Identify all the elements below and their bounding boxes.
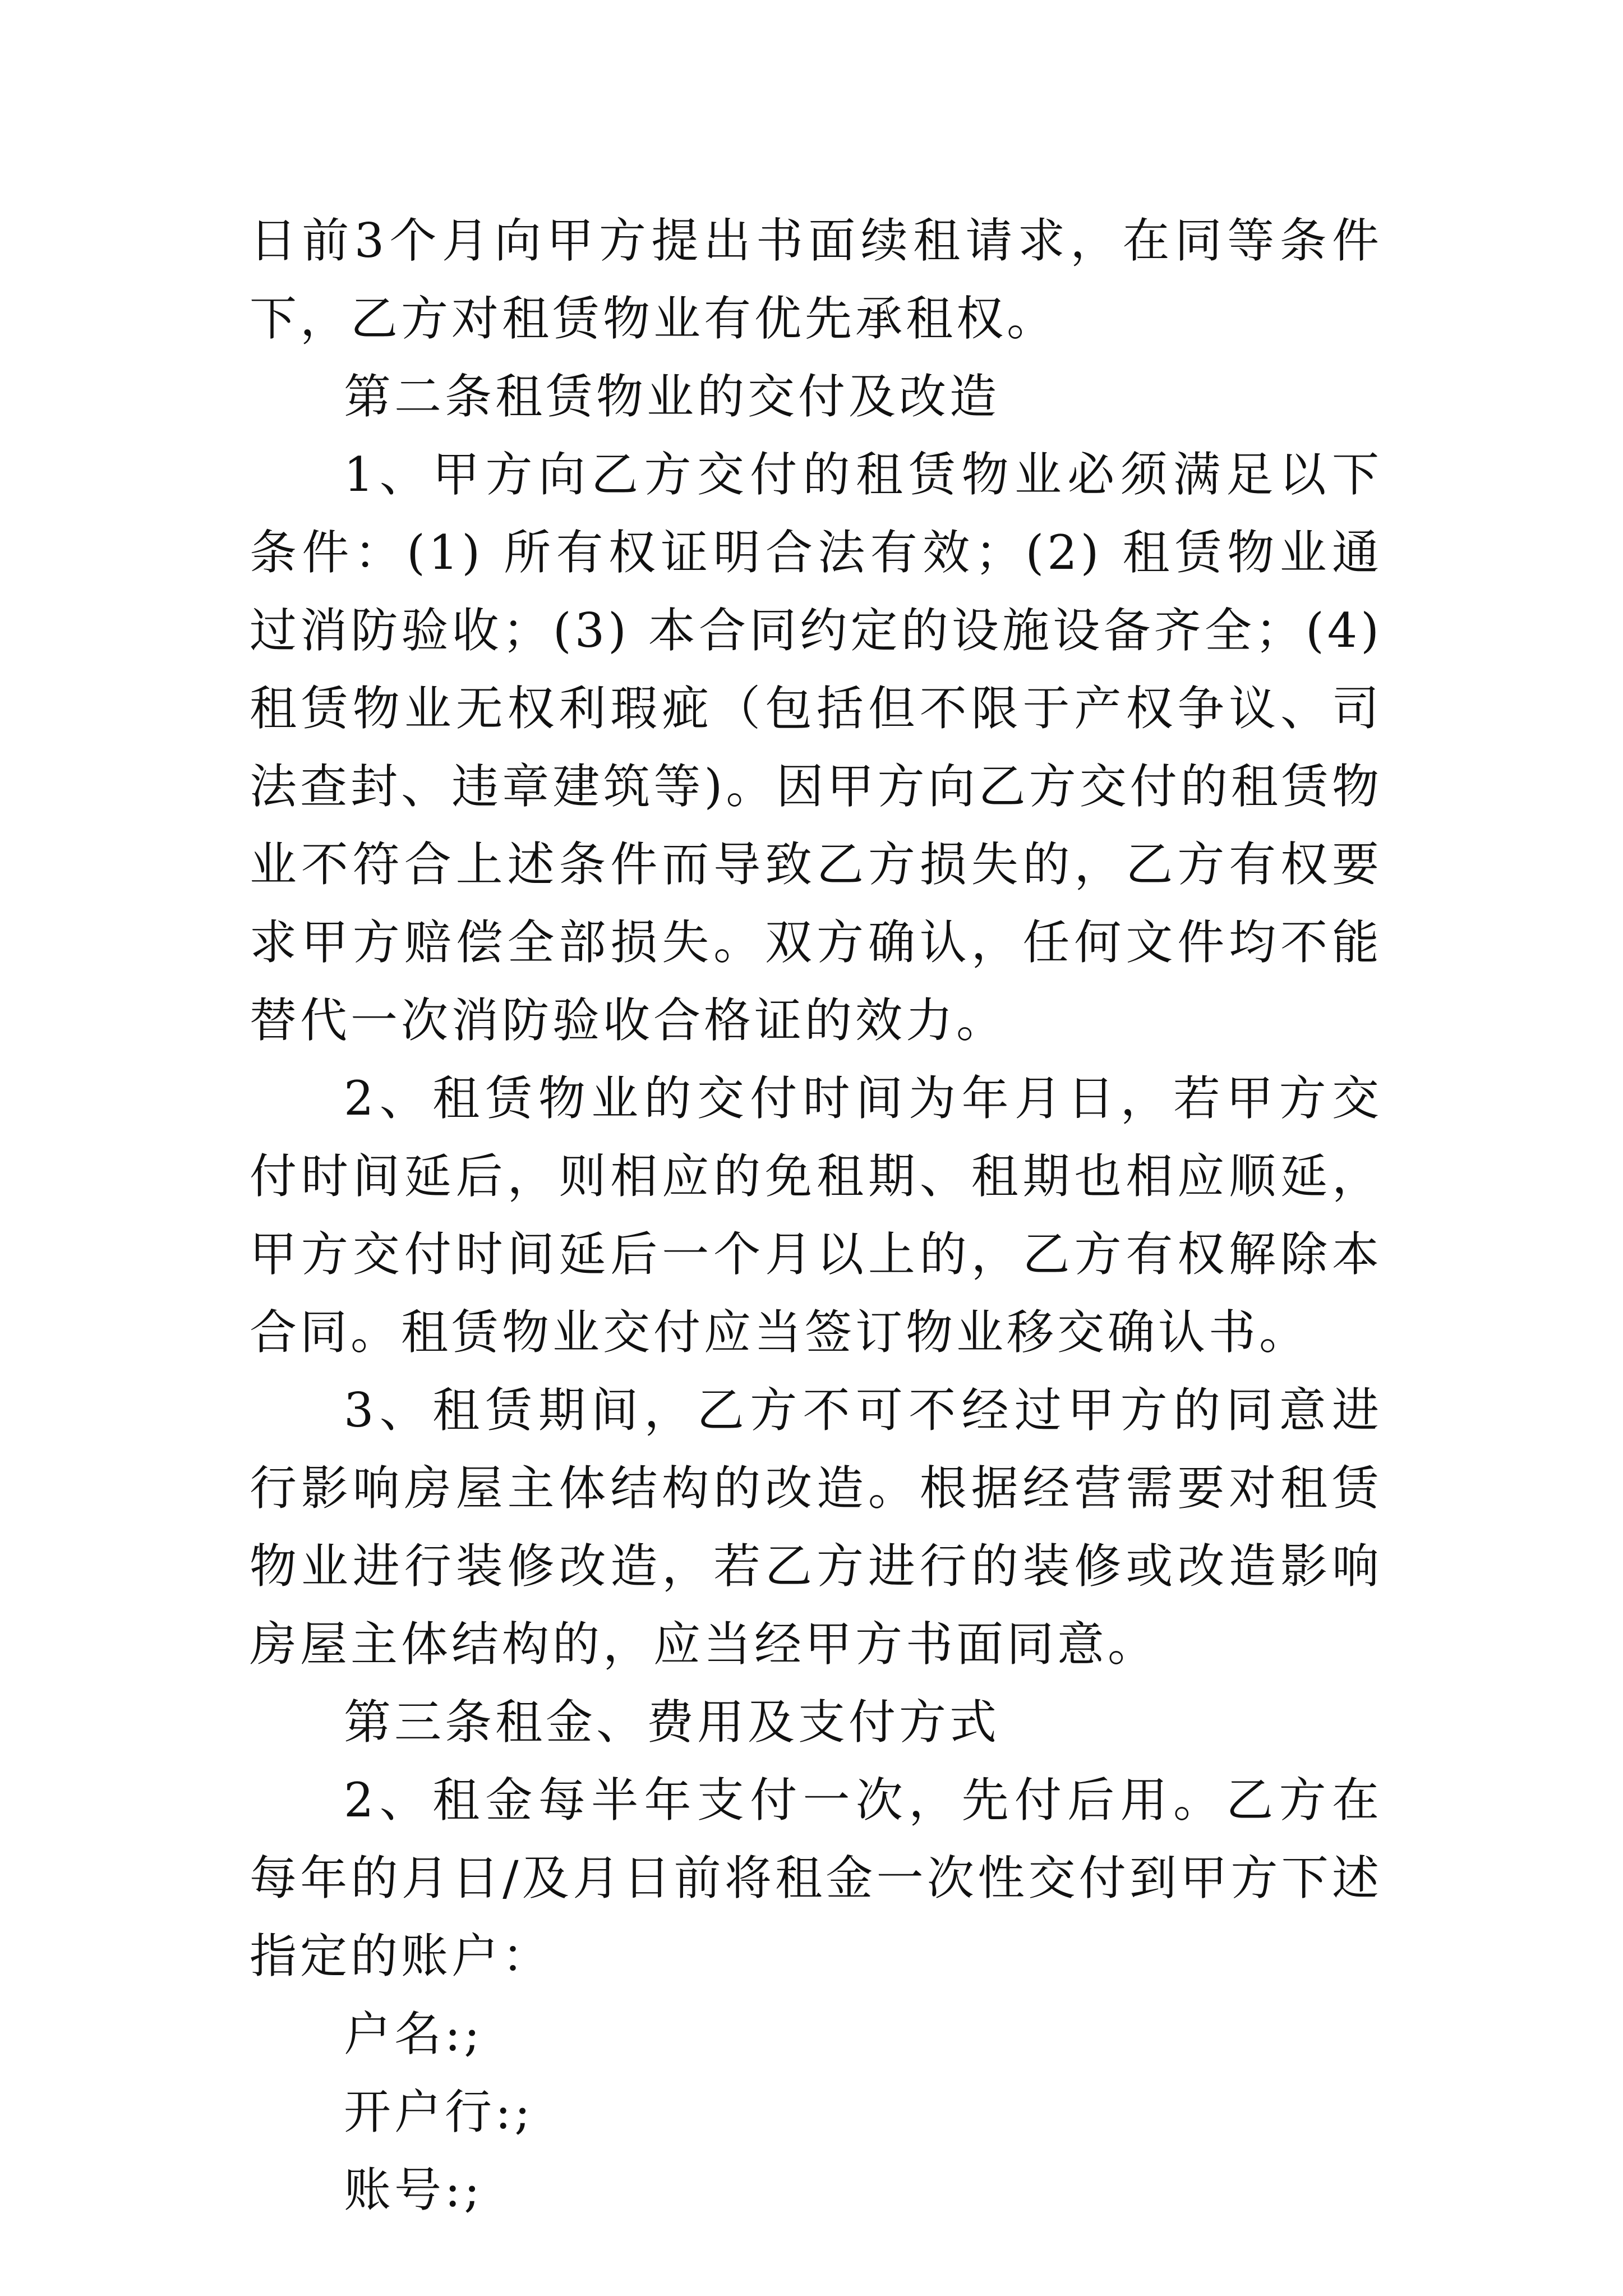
account-name-line: 户名:;: [344, 2007, 483, 2062]
paragraph-article-2-clause-1: 1、甲方向乙方交付的租赁物业必须满足以下条件：(1) 所有权证明合法有效；(2) 租赁物业通过消防验收；(3) 本合同约定的设施设备齐全；(4) 租赁物业无权利瑕疵（包括但不限于产权争议、司法查封、违章建筑等)。因甲方向乙方交付的租赁物业不符合上述条件而导致乙方损失的，乙方有权要求甲方赔偿全部损失。双方确认，任何文件均不能替代一次消防验收合格证的效力。: [250, 447, 1382, 1048]
paragraph-article-2-clause-3: 3、租赁期间，乙方不可不经过甲方的同意进行影响房屋主体结构的改造。根据经营需要对租赁物业进行装修改造，若乙方进行的装修或改造影响房屋主体结构的，应当经甲方书面同意。: [250, 1383, 1382, 1672]
paragraph-continuation: 日前3个月向甲方提出书面续租请求，在同等条件下，乙方对租赁物业有优先承租权。: [250, 213, 1382, 346]
paragraph-article-2-clause-2: 2、租赁物业的交付时间为年月日，若甲方交付时间延后，则相应的免租期、租期也相应顺延，甲方交付时间延后一个月以上的，乙方有权解除本合同。租赁物业交付应当签订物业移交确认书。: [250, 1071, 1382, 1360]
document-body: [250, 202, 1382, 2229]
bank-line: 开户行:;: [344, 2085, 534, 2139]
paragraph-article-3-clause-2: 2、租金每半年支付一次，先付后用。乙方在每年的月日/及月日前将租金一次性交付到甲方下述指定的账户：: [250, 1773, 1382, 1984]
account-number-line: 账号:;: [344, 2162, 483, 2217]
section-heading-article-2: 第二条租赁物业的交付及改造: [344, 369, 1000, 424]
section-heading-article-3: 第三条租金、费用及支付方式: [344, 1695, 1000, 1750]
